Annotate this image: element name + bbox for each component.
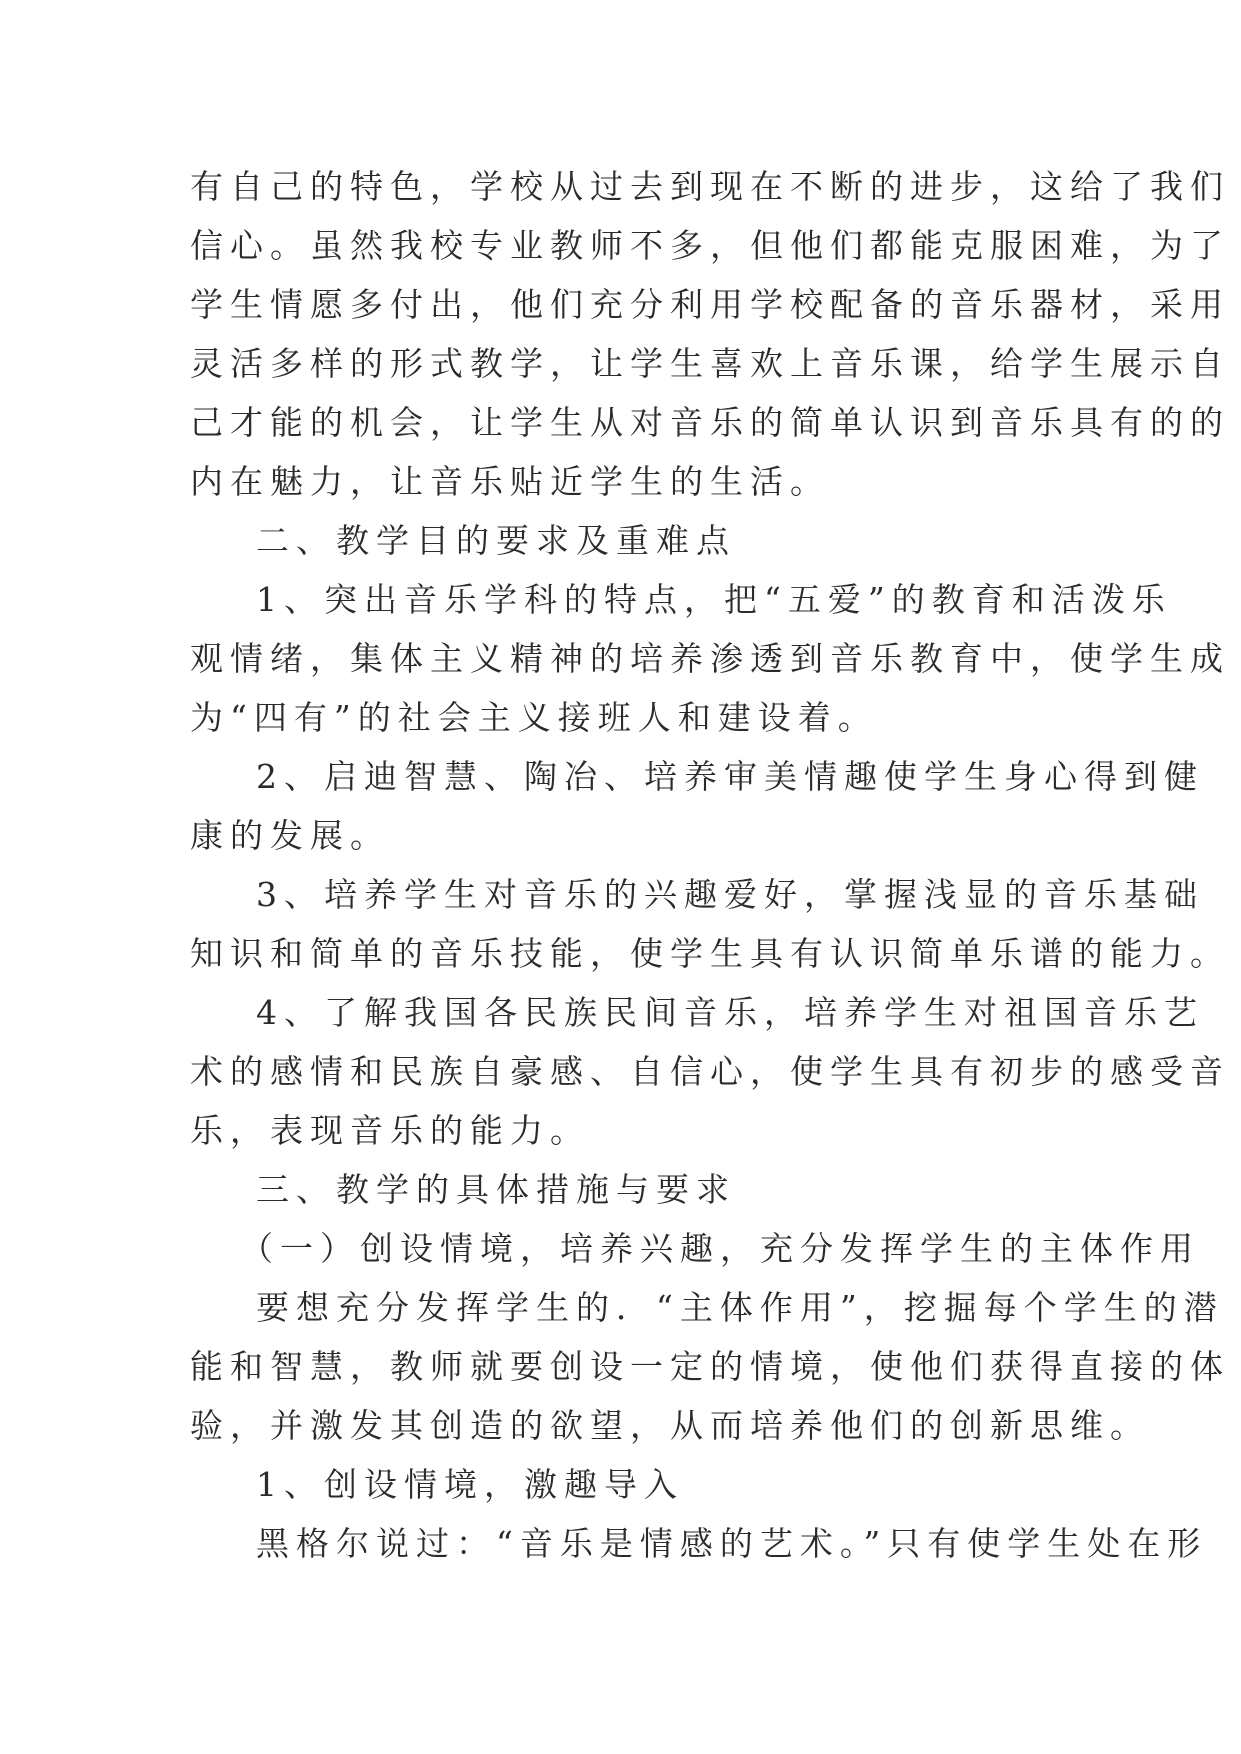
text-line-2: 信心。虽然我校专业教师不多，但他们都能克服困难，为了 — [190, 226, 1230, 265]
subsection-heading-1: （一）创设情境，培养兴趣，充分发挥学生的主体作用 — [240, 1229, 1200, 1268]
text-line-4: 灵活多样的形式教学，让学生喜欢上音乐课，给学生展示自 — [190, 344, 1230, 383]
text-line-12: 康的发展。 — [190, 816, 390, 855]
text-line-24: 黑格尔说过：“音乐是情感的艺术。”只有使学生处在形 — [256, 1524, 1208, 1563]
text-line-5: 己才能的机会，让学生从对音乐的简单认识到音乐具有的的 — [190, 403, 1230, 442]
text-line-21: 能和智慧，教师就要创设一定的情境，使他们获得直接的体 — [190, 1347, 1230, 1386]
text-line-11: 2、启迪智慧、陶冶、培养审美情趣使学生身心得到健 — [256, 757, 1204, 796]
text-line-6: 内在魅力，让音乐贴近学生的生活。 — [190, 462, 830, 501]
text-line-20: 要想充分发挥学生的．“主体作用”，挖掘每个学生的潜 — [256, 1288, 1224, 1327]
text-line-23: 1、创设情境，激趣导入 — [256, 1465, 684, 1504]
text-line-8: 1、突出音乐学科的特点，把“五爱”的教育和活泼乐 — [256, 580, 1172, 619]
section-heading-3: 三、教学的具体措施与要求 — [256, 1170, 736, 1209]
text-line-3: 学生情愿多付出，他们充分利用学校配备的音乐器材，采用 — [190, 285, 1230, 324]
text-line-13: 3、培养学生对音乐的兴趣爱好，掌握浅显的音乐基础 — [256, 875, 1204, 914]
section-heading-2: 二、教学目的要求及重难点 — [256, 521, 736, 560]
text-line-1: 有自己的特色，学校从过去到现在不断的进步，这给了我们 — [190, 167, 1230, 206]
text-line-10: 为“四有”的社会主义接班人和建设着。 — [190, 698, 878, 737]
text-line-9: 观情绪，集体主义精神的培养渗透到音乐教育中，使学生成 — [190, 639, 1230, 678]
text-line-15: 4、了解我国各民族民间音乐，培养学生对祖国音乐艺 — [256, 993, 1204, 1032]
text-line-17: 乐，表现音乐的能力。 — [190, 1111, 590, 1150]
text-line-14: 知识和简单的音乐技能，使学生具有认识简单乐谱的能力。 — [190, 934, 1230, 973]
text-line-16: 术的感情和民族自豪感、自信心，使学生具有初步的感受音 — [190, 1052, 1230, 1091]
text-line-22: 验，并激发其创造的欲望，从而培养他们的创新思维。 — [190, 1406, 1150, 1445]
